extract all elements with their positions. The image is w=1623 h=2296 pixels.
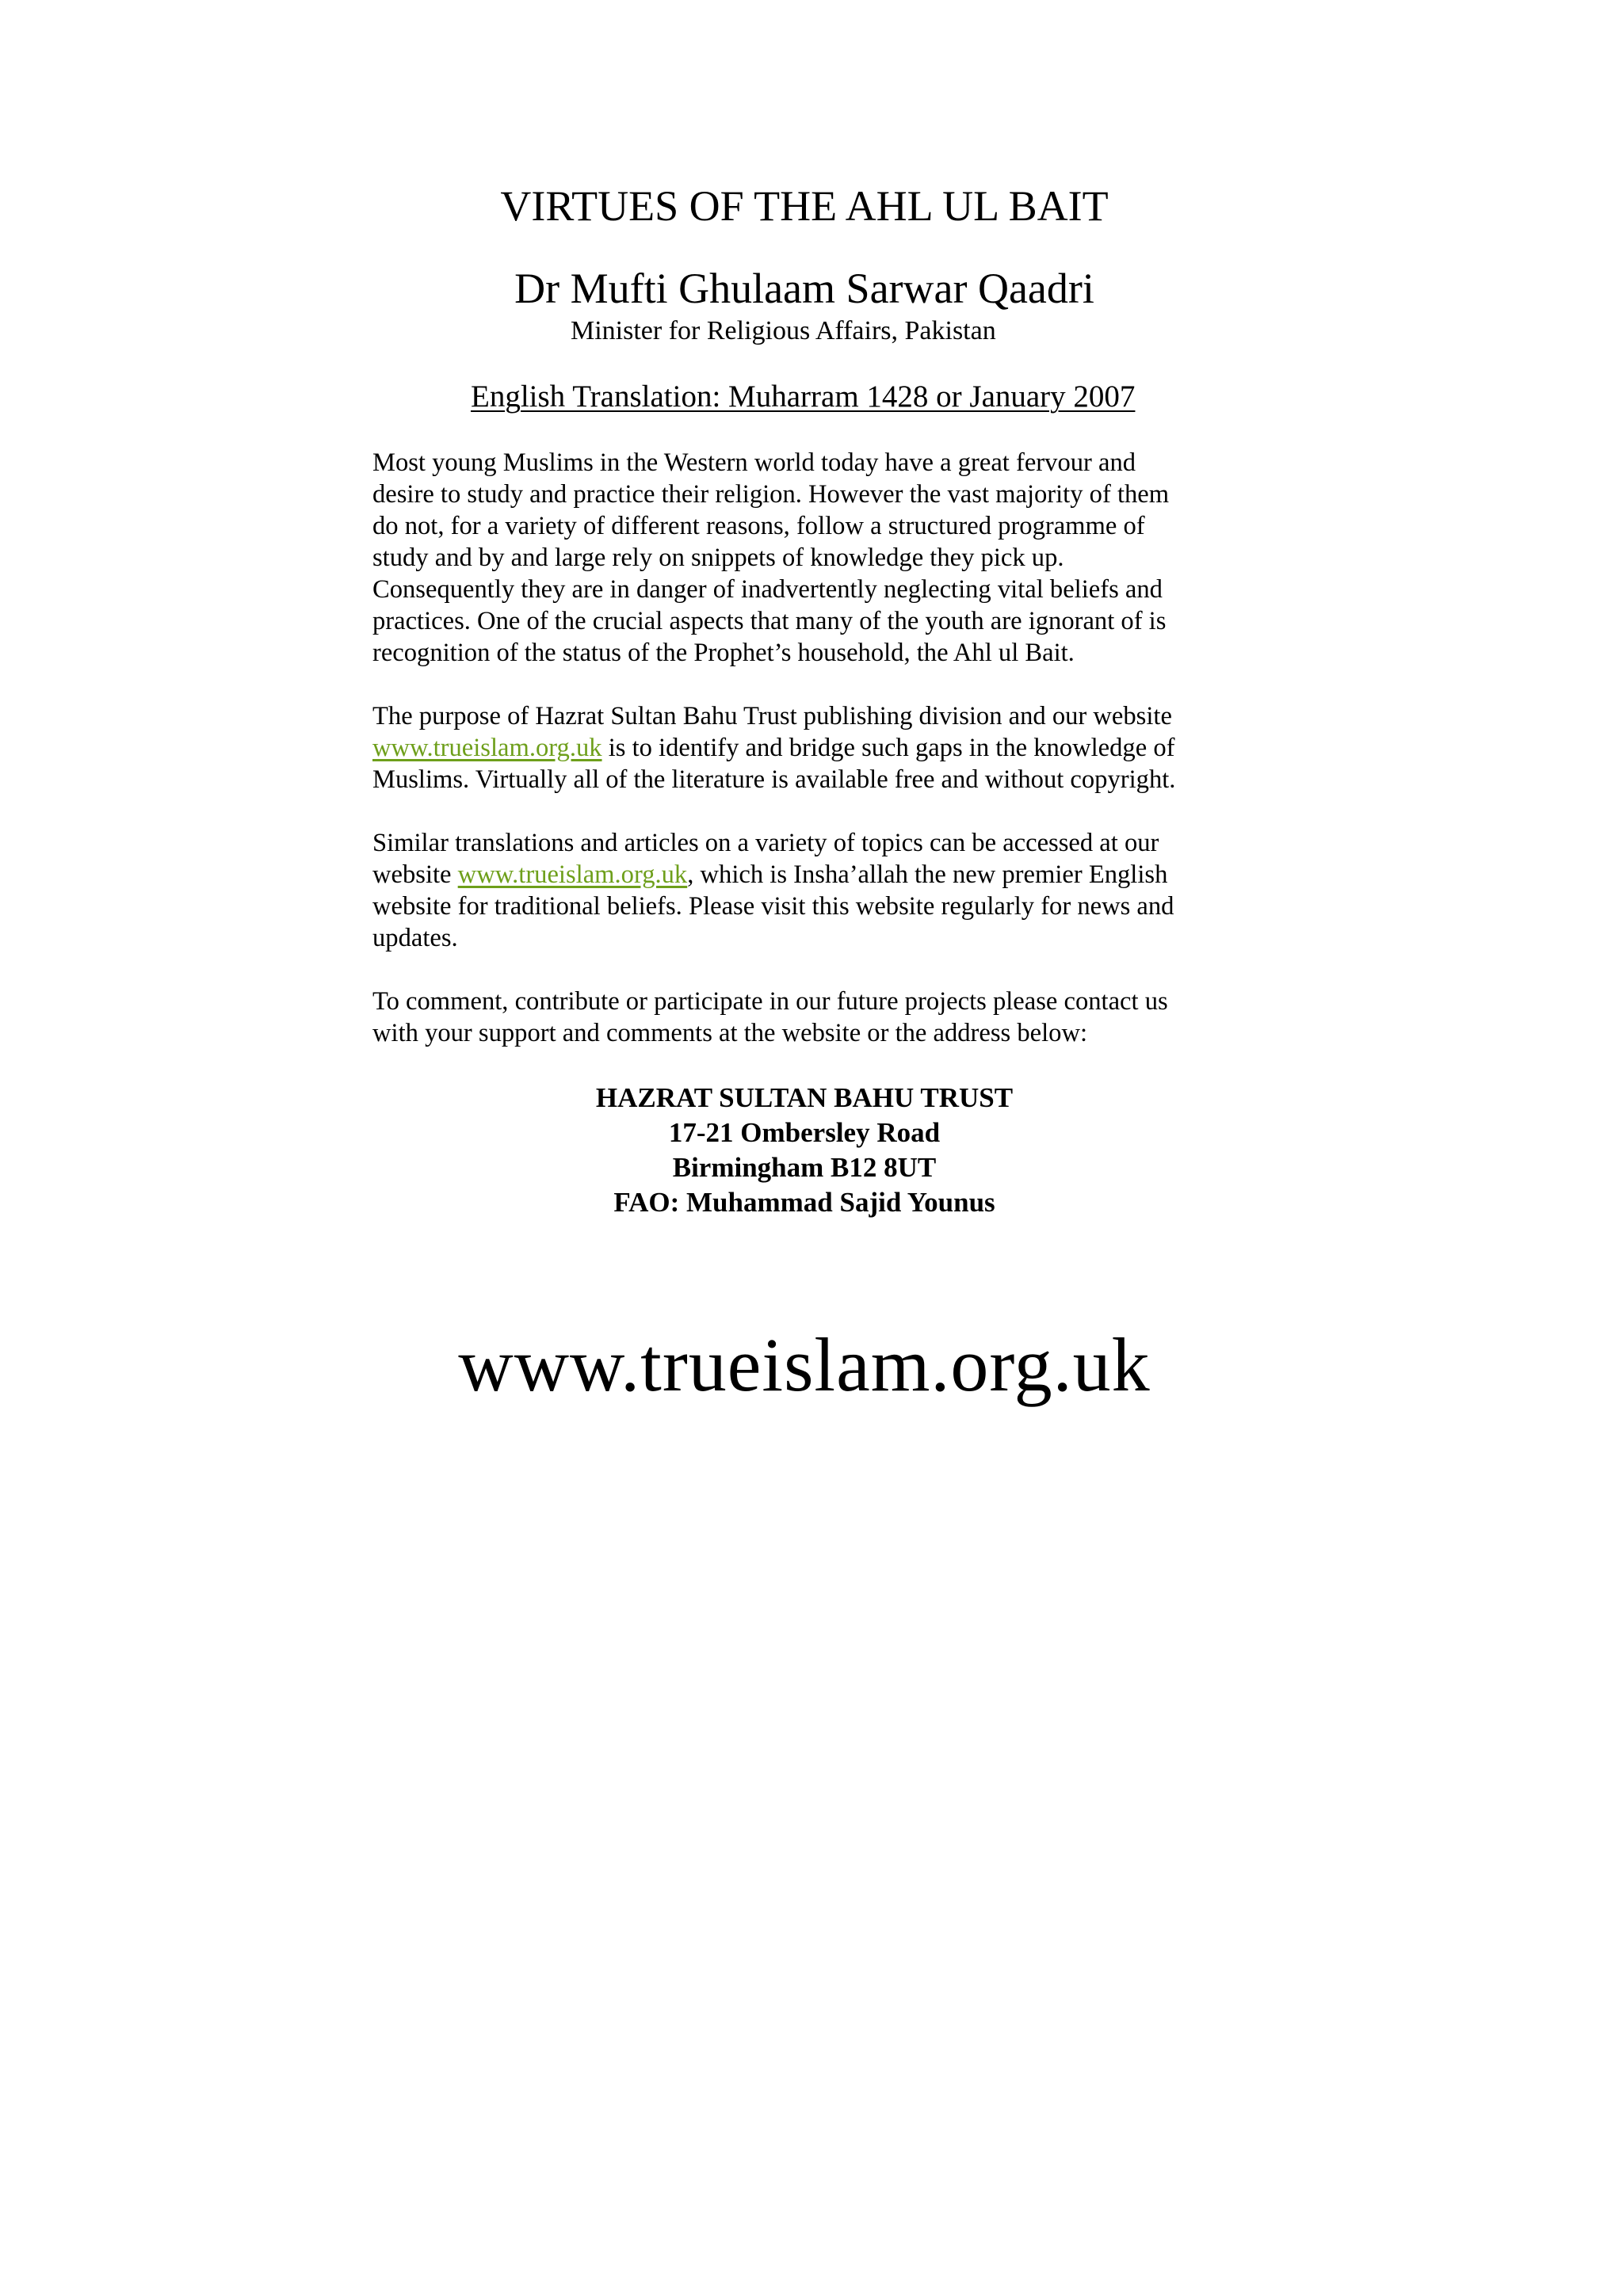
intro-paragraph: [372, 447, 1260, 669]
paragraph-line: To comment, contribute or participate in our future projects please contact us: [372, 987, 1168, 1016]
address-line: Birmingham B12 8UT: [672, 1152, 937, 1183]
contact-paragraph: [372, 986, 1260, 1049]
paragraph-line: updates.: [372, 924, 458, 952]
paragraph-line: Similar translations and articles on a variety of topics can be accessed at our: [372, 829, 1159, 857]
author-name: Dr Mufti Ghulaam Sarwar Qaadri: [514, 265, 1094, 312]
paragraph-line: Muslims. Virtually all of the literature is available free and without copyright.: [372, 765, 1176, 794]
footer-website: www.trueislam.org.uk: [458, 1322, 1151, 1407]
paragraph-line: desire to study and practice their religion. However the vast majority of them: [372, 480, 1170, 509]
website-link[interactable]: www.trueislam.org.uk: [457, 860, 688, 889]
address-line: 17-21 Ombersley Road: [668, 1117, 941, 1148]
translation-note: English Translation: Muharram 1428 or January 2007: [471, 379, 1136, 414]
paragraph-line: Most young Muslims in the Western world today have a great fervour and: [372, 448, 1136, 477]
paragraph-line: practices. One of the crucial aspects that many of the youth are ignorant of is: [372, 607, 1167, 635]
paragraph-line: with your support and comments at the website or the address below:: [372, 1019, 1088, 1047]
author-role: Minister for Religious Affairs, Pakistan: [571, 316, 996, 345]
website-link[interactable]: www.trueislam.org.uk: [372, 734, 602, 762]
document-title: VIRTUES OF THE AHL UL BAIT: [500, 182, 1109, 230]
purpose-paragraph: [372, 700, 1260, 795]
address-line: FAO: Muhammad Sajid Younus: [613, 1187, 995, 1218]
paragraph-line: [372, 859, 1260, 891]
paragraph-line: The purpose of Hazrat Sultan Bahu Trust publishing division and our website: [372, 702, 1172, 730]
paragraph-line: website for traditional beliefs. Please visit this website regularly for news and: [372, 892, 1174, 921]
paragraph-text: website: [372, 860, 458, 889]
paragraph-line: [372, 732, 1260, 764]
paragraph-line: Consequently they are in danger of inadvertently neglecting vital beliefs and: [372, 575, 1163, 604]
paragraph-line: study and by and large rely on snippets of knowledge they pick up.: [372, 543, 1064, 572]
translations-paragraph: [372, 827, 1260, 954]
paragraph-text: is to identify and bridge such gaps in the knowledge of: [601, 734, 1175, 762]
paragraph-line: recognition of the status of the Prophet’s household, the Ahl ul Bait.: [372, 639, 1075, 667]
postal-address: [0, 1081, 1609, 1220]
paragraph-line: do not, for a variety of different reasons, follow a structured programme of: [372, 512, 1145, 540]
address-line: HAZRAT SULTAN BAHU TRUST: [595, 1082, 1014, 1113]
paragraph-text: , which is Insha’allah the new premier English: [687, 860, 1168, 889]
